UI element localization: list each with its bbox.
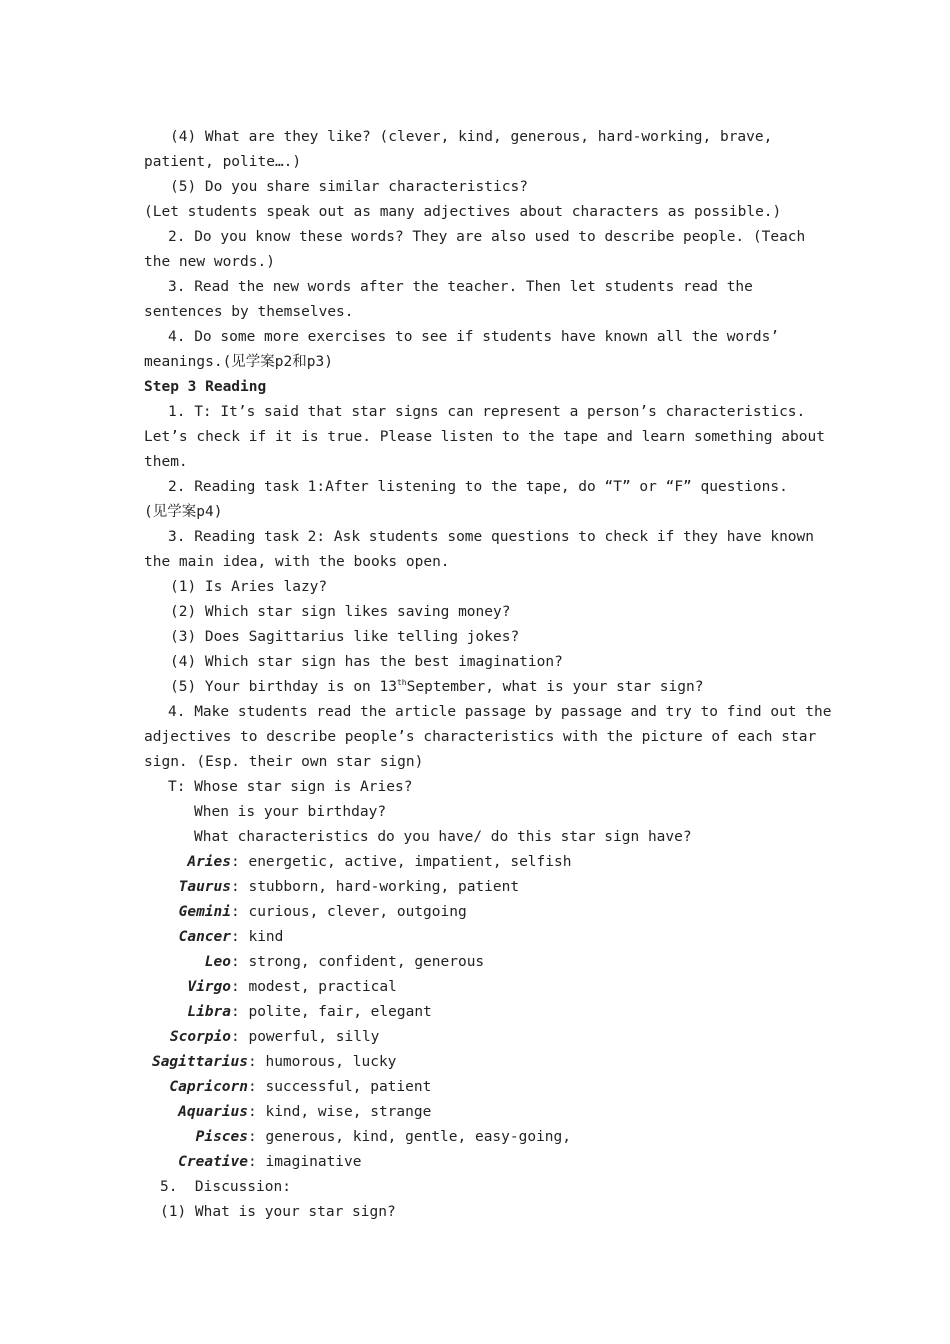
- question-4: (4) What are they like? (clever, kind, generous, hard-working, brave,: [170, 129, 773, 145]
- reading-item-4-cont2: sign. (Esp. their own star sign): [144, 754, 424, 770]
- reading-item-4-cont: adjectives to describe people’s characteristics with the picture of each star: [144, 729, 817, 745]
- item-2: 2. Do you know these words? They are also used to describe people. (Teach: [168, 229, 806, 245]
- discussion-heading: 5. Discussion:: [160, 1179, 291, 1195]
- star-sign-row: [144, 1077, 431, 1097]
- teacher-question-1: T: Whose star sign is Aries?: [168, 779, 413, 795]
- star-sign-row: [144, 902, 467, 922]
- reading-item-4: 4. Make students read the article passage by passage and try to find out the: [168, 704, 832, 720]
- reading-item-1-cont2: them.: [144, 454, 188, 470]
- question-5-text: (5) Your birthday is on 13: [170, 679, 397, 695]
- star-sign-row: [144, 977, 397, 997]
- item-3: 3. Read the new words after the teacher. Then let students read the: [168, 279, 753, 295]
- star-sign-row: [144, 1027, 379, 1047]
- reading-item-3: 3. Reading task 2: Ask students some questions to check if they have known: [168, 529, 815, 545]
- star-sign-row: [144, 927, 283, 947]
- sign-name: Gemini: [178, 904, 231, 920]
- reading-item-3-cont: the main idea, with the books open.: [144, 554, 450, 570]
- reading-question-1: (1) Is Aries lazy?: [170, 579, 328, 595]
- instruction-note: (Let students speak out as many adjectives about characters as possible.): [144, 204, 782, 220]
- teacher-question-2: When is your birthday?: [194, 804, 387, 820]
- star-sign-row: [144, 877, 519, 897]
- item-2-cont: the new words.): [144, 254, 275, 270]
- sign-traits: : imaginative: [248, 1154, 362, 1170]
- sign-traits: : stubborn, hard-working, patient: [231, 879, 520, 895]
- reading-question-3: (3) Does Sagittarius like telling jokes?: [170, 629, 520, 645]
- sign-traits: : strong, confident, generous: [231, 954, 485, 970]
- sign-name: Scorpio: [169, 1029, 231, 1045]
- sign-traits: : modest, practical: [231, 979, 397, 995]
- sign-name: Capricorn: [169, 1079, 248, 1095]
- sign-traits: : kind: [231, 929, 284, 945]
- discussion-question-1: (1) What is your star sign?: [160, 1204, 396, 1220]
- reading-question-5: [170, 677, 703, 697]
- reading-item-1-cont: Let’s check if it is true. Please listen to the tape and learn something about: [144, 429, 825, 445]
- star-sign-row: [144, 1127, 571, 1147]
- star-sign-row: [144, 1052, 396, 1072]
- star-sign-row: [144, 1152, 362, 1172]
- sign-traits: : curious, clever, outgoing: [231, 904, 467, 920]
- question-4-cont: patient, polite….): [144, 154, 302, 170]
- star-sign-row: [144, 852, 571, 872]
- sign-name: Pisces: [195, 1129, 248, 1145]
- question-5: (5) Do you share similar characteristics?: [170, 179, 528, 195]
- sign-name: Virgo: [187, 979, 231, 995]
- reading-item-2: 2. Reading task 1:After listening to the tape, do “T” or “F” questions.: [168, 479, 788, 495]
- sign-name: Creative: [178, 1154, 248, 1170]
- sign-traits: : successful, patient: [248, 1079, 432, 1095]
- reading-question-2: (2) Which star sign likes saving money?: [170, 604, 511, 620]
- sign-traits: : polite, fair, elegant: [231, 1004, 432, 1020]
- sign-traits: : energetic, active, impatient, selfish: [231, 854, 572, 870]
- reading-item-1: 1. T: It’s said that star signs can represent a person’s characteristics.: [168, 404, 806, 420]
- reading-question-4: (4) Which star sign has the best imagination?: [170, 654, 563, 670]
- sign-traits: : humorous, lucky: [248, 1054, 397, 1070]
- sign-traits: : kind, wise, strange: [248, 1104, 432, 1120]
- item-3-cont: sentences by themselves.: [144, 304, 354, 320]
- sign-name: Leo: [204, 954, 231, 970]
- item-4: 4. Do some more exercises to see if students have known all the words’: [168, 329, 780, 345]
- star-sign-row: [144, 1002, 432, 1022]
- teacher-question-3: What characteristics do you have/ do this star sign have?: [194, 829, 692, 845]
- sign-name: Taurus: [178, 879, 231, 895]
- reading-item-2-cont: (见学案p4): [144, 504, 223, 520]
- question-5-text-end: September, what is your star sign?: [406, 679, 704, 695]
- sign-traits: : generous, kind, gentle, easy-going,: [248, 1129, 572, 1145]
- sign-name: Cancer: [178, 929, 231, 945]
- section-heading: Step 3 Reading: [144, 379, 267, 395]
- sign-name: Libra: [187, 1004, 231, 1020]
- star-sign-row: [144, 952, 484, 972]
- sign-traits: : powerful, silly: [231, 1029, 380, 1045]
- sign-name: Aquarius: [178, 1104, 248, 1120]
- ordinal-suffix: th: [396, 678, 407, 687]
- item-4-cont: meanings.(见学案p2和p3): [144, 354, 333, 370]
- star-sign-row: [144, 1102, 431, 1122]
- sign-name: Sagittarius: [151, 1054, 248, 1070]
- sign-name: Aries: [187, 854, 231, 870]
